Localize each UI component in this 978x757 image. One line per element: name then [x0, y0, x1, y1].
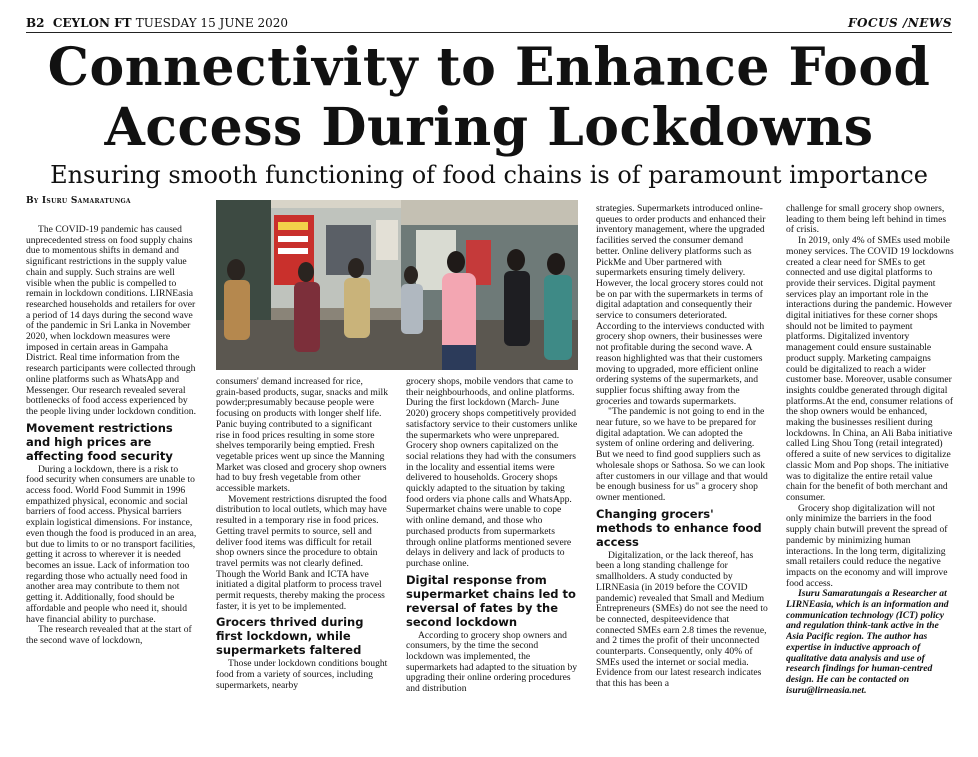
article-column-3 — [406, 377, 578, 753]
paragraph: Those under lockdown conditions bought food from a variety of sources, including supermarkets, nearby — [216, 658, 388, 691]
paragraph: strategies. Supermarkets introduced online-queues to order products and enhanced their inventory management, where the upgraded facilities served the consumer demand better. Online delivery platforms such as PickMe and Uber partnered with supermarkets ensuring timely delivery. However, the local grocery stores could not be on par with the supermarkets in terms of digital adaptation and consequently their service to consumers deteriorated. According to the interviews conducted with grocery shop owners, their businesses were not profitable during the second wave. A reason highlighted was that their customers moving to upgraded, more efficient online ordering systems of the supermarkets, and supplier focus shifting away from the groceries and towards supermarkets. — [596, 204, 766, 407]
paragraph: The research revealed that at the start of the second wave of lockdown, — [26, 624, 192, 646]
article-column-5 — [786, 204, 954, 753]
article-column-4 — [596, 204, 768, 753]
paragraph: Grocery shop digitalization will not only minimize the barriers in the food supply chain butwill prevent the spread of pandemic by minimizing human interactions. In the long term, digitalizing small retailers could reduce the negative impacts on the economy and will improve food access. — [786, 502, 948, 589]
section-heading: Grocers thrived during first lockdown, while supermarkets faltered — [216, 615, 364, 658]
article-column-2 — [216, 377, 388, 753]
section-heading: Digital response from supermarket chains led to reversal of fates by the second lockdown — [406, 572, 576, 629]
headline-line-1: Connectivity to Enhance Food — [47, 37, 931, 98]
page-header — [26, 14, 952, 33]
page-header-left — [26, 16, 288, 30]
headline-line-2: Access During Lockdowns — [104, 97, 874, 158]
section-heading: Changing grocers' methods to enhance food access — [596, 506, 762, 549]
byline: By Isuru Samaratunga — [26, 196, 131, 206]
section-heading: Movement restrictions and high prices are affecting food security — [26, 420, 173, 463]
paper-name: CEYLON FT — [52, 16, 132, 30]
paragraph: According to grocery shop owners and consumers, by the time the second lockdown was implemented, the supermarkets had adapted to the situation by upgrading their online ordering procedures and distribution — [406, 629, 578, 695]
section-label: FOCUS /NEWS — [848, 16, 952, 30]
paragraph: Digitalization, or the lack thereof, has been a long standing challenge for smallholders. A study conducted by LIRNEasia (in 2019 before the COVID pandemic) revealed that Small and Medium Entrepreneurs (SMEs) do not see the need to be connected, despiteevidence that connected SMEs earn 2.8 times the revenue, and 2 times the profit of their unconnected counterparts. Consequently, only 40% of SMEs used the internet or social media. Evidence from our latest research indicates that this has been a — [596, 549, 768, 690]
issue-date: TUESDAY 15 JUNE 2020 — [135, 16, 289, 30]
paragraph: The COVID-19 pandemic has caused unprecedented stress on food supply chains due to momentous shifts in demand and significant restrictions in the supply value chain and supply. Such strains are well visible when the public is compelled to remain in lockdown conditions. LIRNEasia researched households and retailers for over a period of 14 days during the second wave of the pandemic in Sri Lanka in November 2020, when lockdown measures were imposed in certain areas in Gampaha District. Real time information from the research participants were collected through online platforms such as WhatsApp and Messenger. Our research revealed several bottlenecks of food access experienced by the people living under lockdown condition. — [26, 225, 196, 417]
author-bio: Isuru Samaratungais a Researcher at LIRNEasia, which is an information and communication technology (ICT) policy and regulation think-tank active in the Asia Pacific region. The author has expertise in inductive approach of qualitative data analysis and use of research findings for human-centred design. He can be contacted on isuru@lirneasia.net. — [786, 588, 949, 696]
paragraph: grocery shops, mobile vendors that came to their neighbourhoods, and online platforms. During the first lockdown (March- June 2020) grocery shops competitively provided satisfactory service to their customers unlike the supermarkets who were unprepared. Grocery shop owners capitalized on the social relations they had with the consumers in the locality and essential items were delivered to households. Grocery shops quickly adapted to the situation by taking food orders via phone calls and WhatsApp. Supermarket chains were unable to cope with online demand, and those who purchased products from supermarkets through online platforms mentioned severe delays in delivery and lack of products to purchase online. — [406, 377, 578, 569]
subheadline: Ensuring smooth functioning of food chains is of paramount importance — [50, 161, 928, 189]
page-label: B2 — [26, 16, 45, 30]
paragraph: consumers' demand increased for rice, grain-based products, sugar, snacks and milk powder;presumably because people were focusing on products with longer shelf life. Panic buying contributed to a significant rise in food prices resulting in some store shelves temporarily being emptied. Fresh vegetable prices went up since the Manning Market was closed and grocery shop owners had to buy fresh vegetable from other accessible markets. — [216, 377, 388, 495]
paragraph: In 2019, only 4% of SMEs used mobile money services. The COVID 19 lockdowns created a clear need for SMEs to get connected and use digital platforms to provide their services. Digital payment services play an important role in the interactions during the pandemic. However digital initiatives for these corner shops should not be limited to payment platforms. Digitalized inventory management could ensure sustainable product supply. Marketing campaigns could be digitalized to reach a wider customer base. Moreover, usable consumer insights couldbe generated through digital platforms.At the end, consumer relations of the shop owners would be enhanced, making the businesses resilient during lockdowns. In China, an Ali Baba initiative called Ling Shou Tong (retail integrated) offered a suite of new services to digitalize classic Mom and Pop shops. The initiative was to digitalize the entire retail value chain for the benefit of both merchant and consumer. — [786, 235, 954, 503]
paragraph: challenge for small grocery shop owners, leading to them being left behind in times of crisis. — [786, 204, 947, 236]
article-column-1 — [26, 225, 198, 753]
quote-paragraph: "The pandemic is not going to end in the near future, so we have to be prepared for digital adaptation. We can adopted the system of online ordering and delivering. But we need to find good suppliers such as wholesale shops or Sathosa. So we can look after customers in our village and that would be enough business for us" a grocery shop owner mentioned. — [596, 406, 768, 503]
paragraph: Movement restrictions disrupted the food distribution to local outlets, which may have resulted in a temporary rise in food prices. Getting travel permits to source, sell and deliver food items was difficult for retail shop owners since the procedure to obtain travel permits was not clearly defined. Though the World Bank and ICTA have initiated a digital platform to process travel permit requests, thereby making the process faster, it is yet to be implemented. — [216, 493, 387, 612]
photo-illustration — [216, 200, 578, 370]
grocery-queue-photo — [216, 200, 578, 370]
paragraph: During a lockdown, there is a risk to food security when consumers are unable to access food. World Food Summit in 1996 empathized physical, economic and social barriers of food access. Physical barriers explain logistical dimensions. For instance, even though the food is produced in an area, but due to limits to or no transport facilities, getting it across to wherever it is needed becomes an issue. Lack of information too regarding those who actually need food in another area may contribute to them not getting it. Additionally, food should be affordable and people who need it, should have financial ability to purchase. — [26, 463, 197, 625]
